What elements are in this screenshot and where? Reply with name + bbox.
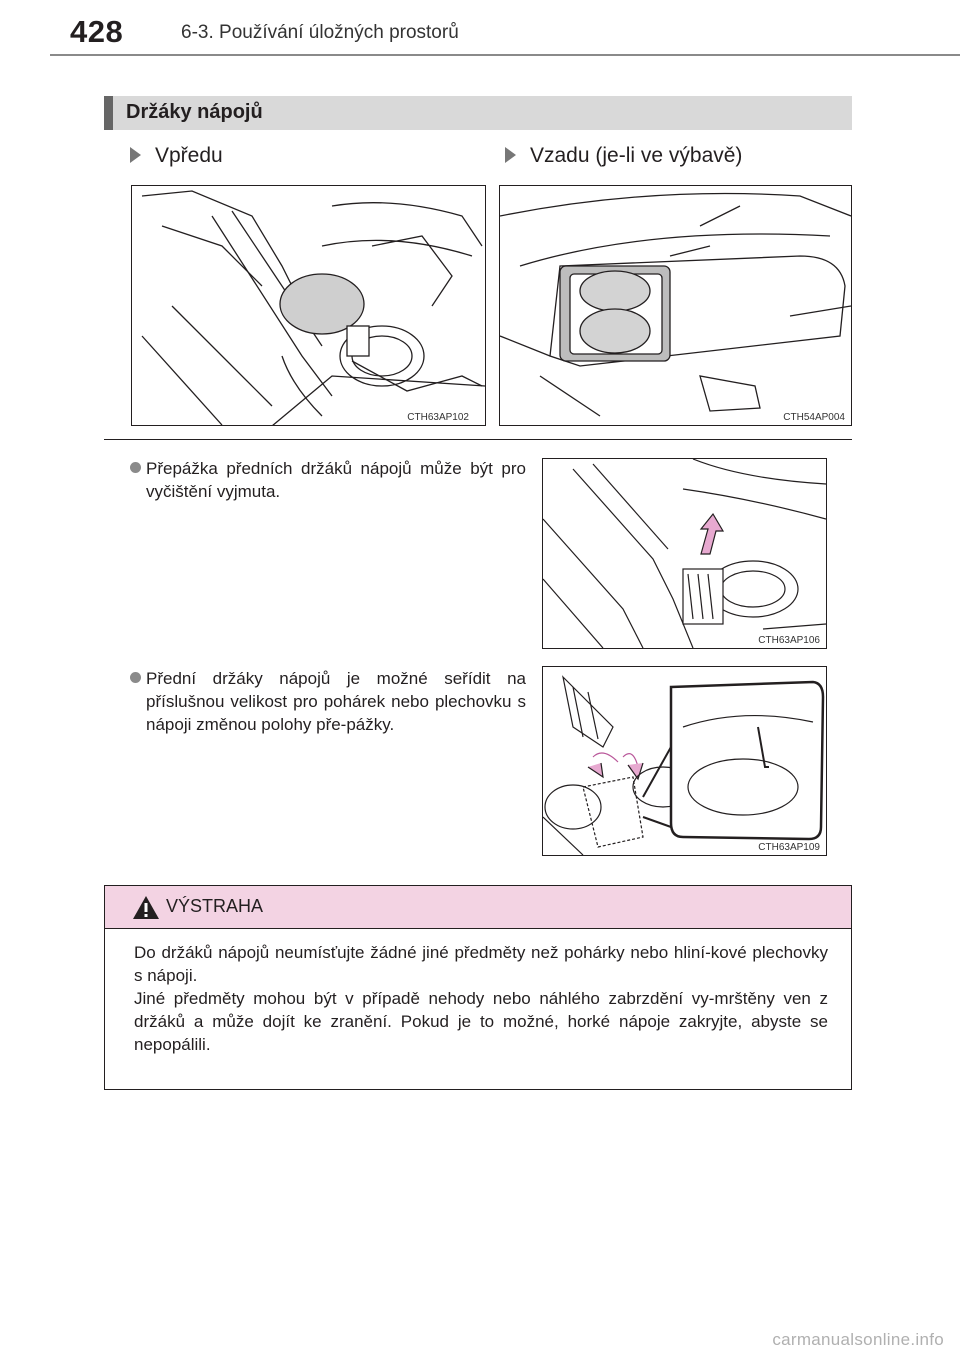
bullet-text: Přepážka předních držáků nápojů může být pro vyčištění vyjmuta. (146, 459, 526, 501)
figure-code: CTH63AP102 (407, 412, 469, 423)
warning-paragraph: Jiné předměty mohou být v případě nehody nebo náhlého zabrzdění vy-mrštěny ven z držáků a může dojít ke zranění. Pokud je to možné, horké nápoje zakryjte, abyste se nepopálili. (134, 989, 828, 1054)
warning-box (104, 885, 852, 1090)
divider-adjust-illustration (542, 666, 827, 856)
warning-triangle-icon (132, 895, 160, 920)
footer-watermark: carmanualsonline.info (772, 1330, 944, 1349)
triangle-marker-icon (130, 147, 141, 163)
section-title: Držáky nápojů (126, 101, 263, 123)
chapter-title: 6-3. Používání úložných prostorů (181, 22, 459, 43)
front-heading-label: Vpředu (155, 144, 223, 167)
front-cupholder-illustration (131, 185, 486, 426)
section-divider (104, 439, 852, 440)
bullet-text: Přední držáky nápojů je možné seřídit na příslušnou velikost pro pohárek nebo plechovku s nápoji změnou polohy pře-pážky. (146, 669, 526, 734)
figure-code: CTH63AP106 (758, 635, 820, 646)
bullet-item (146, 667, 526, 736)
figure-code: CTH54AP004 (783, 412, 845, 423)
warning-body (134, 941, 828, 1056)
rear-cupholder-illustration (499, 185, 852, 426)
page-number: 428 (70, 14, 124, 49)
bullet-dot-icon (130, 672, 141, 683)
front-heading (130, 144, 223, 168)
bullet-dot-icon (130, 462, 141, 473)
triangle-marker-icon (505, 147, 516, 163)
divider-removal-illustration (542, 458, 827, 649)
warning-header (105, 886, 851, 929)
rear-heading (505, 144, 742, 168)
warning-paragraph: Do držáků nápojů neumísťujte žádné jiné předměty než pohárky nebo hliní-kové plechovky s nápoji. (134, 943, 828, 985)
header-divider (50, 54, 960, 56)
warning-title: VÝSTRAHA (166, 896, 264, 916)
rear-heading-label: Vzadu (je-li ve výbavě) (530, 144, 743, 167)
figure-code: CTH63AP109 (758, 842, 820, 853)
section-title-bar (104, 96, 852, 130)
bullet-item (146, 457, 526, 503)
